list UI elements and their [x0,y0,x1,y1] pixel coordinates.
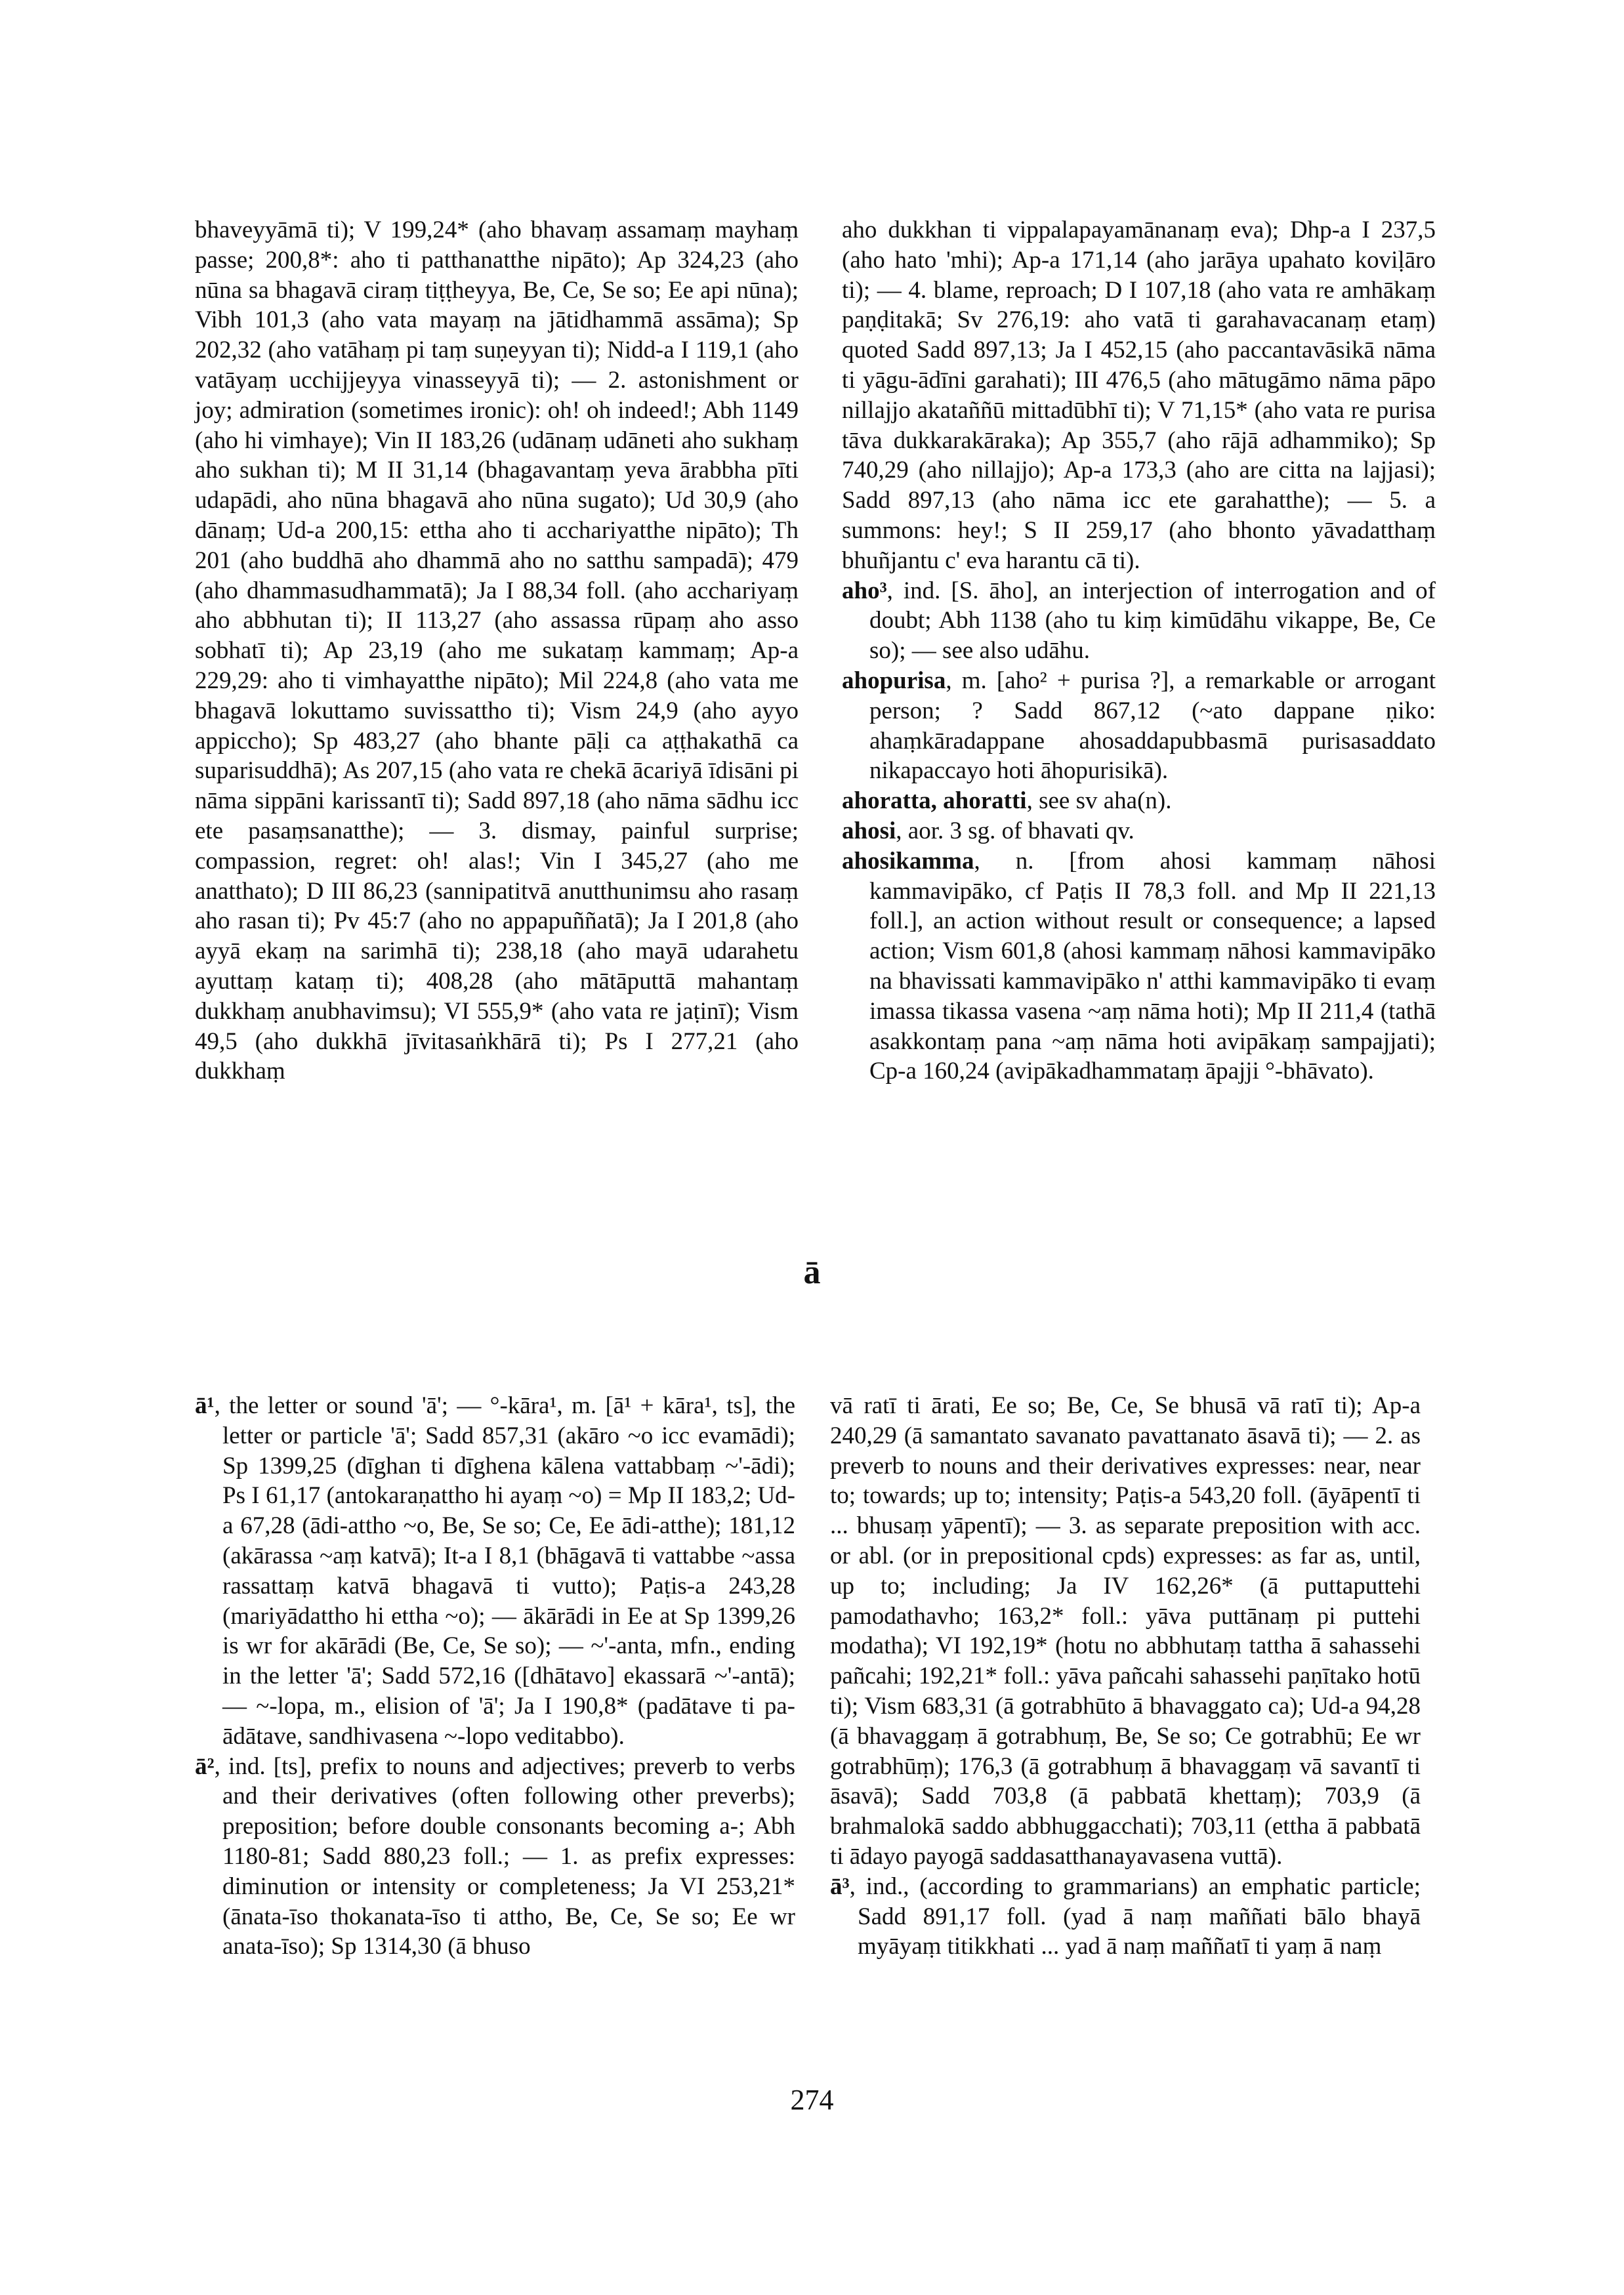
entry-body: , ind., (according to grammarians) an emphatic particle; Sadd 891,17 foll. (yad ā naṃ maññati bālo bhayā myāyaṃ titikkhati ... yad ā naṃ maññatī ti yaṃ ā naṃ [849,1872,1421,1960]
dictionary-entry [195,1752,795,1962]
page-number: 274 [790,2084,834,2116]
section-letter: ā [803,1254,821,1291]
dictionary-entry [842,816,1436,846]
entry-continuation: vā ratī ti ārati, Ee so; Be, Ce, Se bhusā vā ratī ti); Ap-a 240,29 (ā samantato savanato pavattanato āsavā ti); — 2. as preverb to nouns and their derivatives expresses: near, near to; towards; up to; intensity; Paṭis-a 543,20 foll. (āyāpentī ti ... bhusaṃ yāpentī); — 3. as separate preposition with acc. or abl. (or in prepositional cpds) expresses: as far as, until, up to; including; Ja IV 162,26* (ā puttaputtehi pamodathavho; 163,2* foll.: yāva puttānaṃ pi puttehi modatha); VI 192,19* (hotu no abbhutaṃ tattha ā sahassehi pañcahi; 192,21* foll.: yāva pañcahi sahassehi paṇītako hotū ti); Vism 683,31 (ā gotrabhūto ā bhavaggato ca); Ud-a 94,28 (ā bhavaggaṃ ā gotrabhuṃ, Be, Se so; Ce gotrabhū; Ee wr gotrabhūṃ); 176,3 (ā gotrabhuṃ ā bhavaggaṃ vā savantī ti āsavā); Sadd 703,8 (ā pabbatā khettaṃ); 703,9 (ā brahmalokā saddo abbhuggacchati); 703,11 (ettha ā pabbatā ti ādayo payogā saddasatthanayavasena vuttā). [830,1392,1421,1870]
top-right-column [842,215,1436,1086]
entry-continuation: bhaveyyāmā ti); V 199,24* (aho bhavaṃ assamaṃ mayhaṃ passe; 200,8*: aho ti patthanatthe nipāto); Ap 324,23 (aho nūna sa bhagavā ciraṃ tiṭṭheyya, Be, Ce, Se so; Ee api nūna); Vibh 101,3 (aho vata mayaṃ na jātidhammā assāma); Sp 202,32 (aho vatāhaṃ pi taṃ suṇeyyan ti); Nidd-a I 119,1 (aho vatāyaṃ ucchijjeyya vinasseyyā ti); — 2. astonishment or joy; admiration (sometimes ironic): oh! oh indeed!; Abh 1149 (aho hi vimhaye); Vin II 183,26 (udānaṃ udāneti aho sukhaṃ aho sukhan ti); M II 31,14 (bhagavantaṃ yeva ārabbha pīti udapādi, aho nūna bhagavā aho nūna sugato); Ud 30,9 (aho dānaṃ; Ud-a 200,15: ettha aho ti acchariyatthe nipāto); Th 201 (aho buddhā aho dhammā aho no satthu sampadā); 479 (aho dhammasudhammatā); Ja I 88,34 foll. (aho acchariyaṃ aho abbhutan ti); II 113,27 (aho assassa rūpaṃ aho asso sobhatī ti); Ap 23,19 (aho me sukataṃ kammaṃ; Ap-a 229,29: aho ti vimhayatthe nipāto); Mil 224,8 (aho vata me bhagavā lokuttamo suvissattho ti); Vism 24,9 (aho ayyo appiccho); Sp 483,27 (aho bhante pāḷi ca aṭṭhakathā ca suparisuddhā); As 207,15 (aho vata re chekā ācariyā īdisāni pi nāma sippāni karissantī ti); Sadd 897,18 (aho nāma sādhu icc ete pasaṃsanatthe); — 3. dismay, painful surprise; compassion, regret: oh! alas!; Vin I 345,27 (aho me anatthato); D III 86,23 (sannipatitvā anutthunimsu aho rasaṃ aho rasan ti); Pv 45:7 (aho no appapuññatā); Ja I 201,8 (aho ayyā ekaṃ na sarimhā ti); 238,18 (aho mayā udarahetu ayuttaṃ kataṃ ti); 408,28 (aho mātāputtā mahantaṃ dukkhaṃ anubhavimsu); VI 555,9* (aho vata re jaṭinī); Vism 49,5 (aho dukkhā jīvitasaṅkhārā ti); Ps I 277,21 (aho dukkhaṃ [195,217,799,1085]
headword: ā³ [830,1872,850,1900]
dictionary-entry [842,576,1436,666]
entry-body: , n. [from ahosi kammaṃ nāhosi kammavipāko, cf Paṭis II 78,3 foll. and Mp II 221,13 foll.], an action without result or consequence; a lapsed action; Vism 601,8 (ahosi kammaṃ nāhosi kammavipāko na bhavissati kammavipāko n' atthi kammavipāko ti evaṃ imassa tikassa vasena ~aṃ nāma hoti); Mp II 211,4 (tathā asakkontaṃ pana ~aṃ nāma hoti avipākaṃ sampajjati); Cp-a 160,24 (avipākadhammataṃ āpajji °-bhāvato). [869,847,1436,1085]
headword: ā¹ [195,1392,215,1419]
entry-continuation: aho dukkhan ti vippalapayamānanaṃ eva); Dhp-a I 237,5 (aho hato 'mhi); Ap-a 171,14 (aho jarāya upahato koviḷāro ti); — 4. blame, reproach; D I 107,18 (aho vata re amhākaṃ paṇḍitakā; Sv 276,19: aho vatā ti garahavacanaṃ etaṃ) quoted Sadd 897,13; Ja I 452,15 (aho paccantavāsikā nāma ti yāgu-ādīni garahati); III 476,5 (aho mātugāmo nāma pāpo nillajjo akataññū mittadūbhī ti); V 71,15* (aho vata re purisa tāva dukkarakāraka); Ap 355,7 (aho rājā adhammiko); Sp 740,29 (aho nillajjo); Ap-a 173,3 (aho are citta na lajjasi); Sadd 897,13 (aho nāma icc ete garahatthe); — 5. a summons: hey!; S II 259,17 (aho bhonto yāvadatthaṃ bhuñjantu c' eva harantu cā ti). [842,217,1436,574]
dictionary-entry [842,666,1436,786]
entry-body: , m. [aho² + purisa ?], a remarkable or arrogant person; ? Sadd 867,12 (~ato dappane ṇiko: ahaṃkāradappane ahosaddapubbasmā purisasaddato nikapaccayo hoti āhopurisikā). [869,667,1436,785]
bottom-left-column [195,1391,795,1962]
headword: aho³ [842,577,887,604]
entry-body: , ind. [ts], prefix to nouns and adjectives; preverb to verbs and their derivatives (often following other preverbs); preposition; before double consonants becoming a-; Abh 1180-81; Sadd 880,23 foll.; — 1. as prefix expresses: diminution or intensity or completeness; Ja VI 253,21* (ānata-īso thokanata-īso ti attho, Be, Ce, Se so; Ee wr anata-īso); Sp 1314,30 (ā bhuso [214,1752,795,1960]
entry-body: , ind. [S. āho], an interjection of interrogation and of doubt; Abh 1138 (aho tu kiṃ kimūdāhu vikappe, Be, Ce so); — see also udāhu. [869,577,1436,665]
dictionary-entry [842,846,1436,1086]
dictionary-entry [195,1391,795,1752]
top-left-column [195,215,799,1086]
entry-body: , aor. 3 sg. of bhavati qv. [896,817,1135,844]
dictionary-entry [830,1872,1421,1962]
entry-body: , see sv aha(n). [1026,787,1172,815]
headword: ahosi [842,817,896,844]
dictionary-entry [842,786,1436,816]
headword: ahoratta, ahoratti [842,787,1027,815]
headword: ā² [195,1752,215,1780]
headword: ahopurisa [842,667,946,694]
headword: ahosikamma [842,847,974,875]
bottom-right-column [830,1391,1421,1962]
entry-body: , the letter or sound 'ā'; — °-kāra¹, m. [ā¹ + kāra¹, ts], the letter or particle 'ā'; Sadd 857,31 (akāro ~o icc evamādi); Sp 1399,25 (dīghan ti dīghena kālena vattabbaṃ ~'-ādi); Ps I 61,17 (antokaraṇattho hi ayaṃ ~o) = Mp II 183,2; Ud-a 67,28 (ādi-attho ~o, Be, Se so; Ce, Ee ādi-atthe); 181,12 (akārassa ~aṃ katvā); It-a I 8,1 (bhāgavā ti vattabbe ~assa rassattaṃ katvā bhagavā ti vutto); Paṭis-a 243,28 (mariyādattho hi ettha ~o); — ākārādi in Ee at Sp 1399,26 is wr for akārādi (Be, Ce, Se so); — ~'-anta, mfn., ending in the letter 'ā'; Sadd 572,16 ([dhātavo] ekassarā ~'-antā); — ~-lopa, m., elision of 'ā'; Ja I 190,8* (padātave ti pa-ādātave, sandhivasena ~-lopo veditabbo). [214,1392,795,1750]
